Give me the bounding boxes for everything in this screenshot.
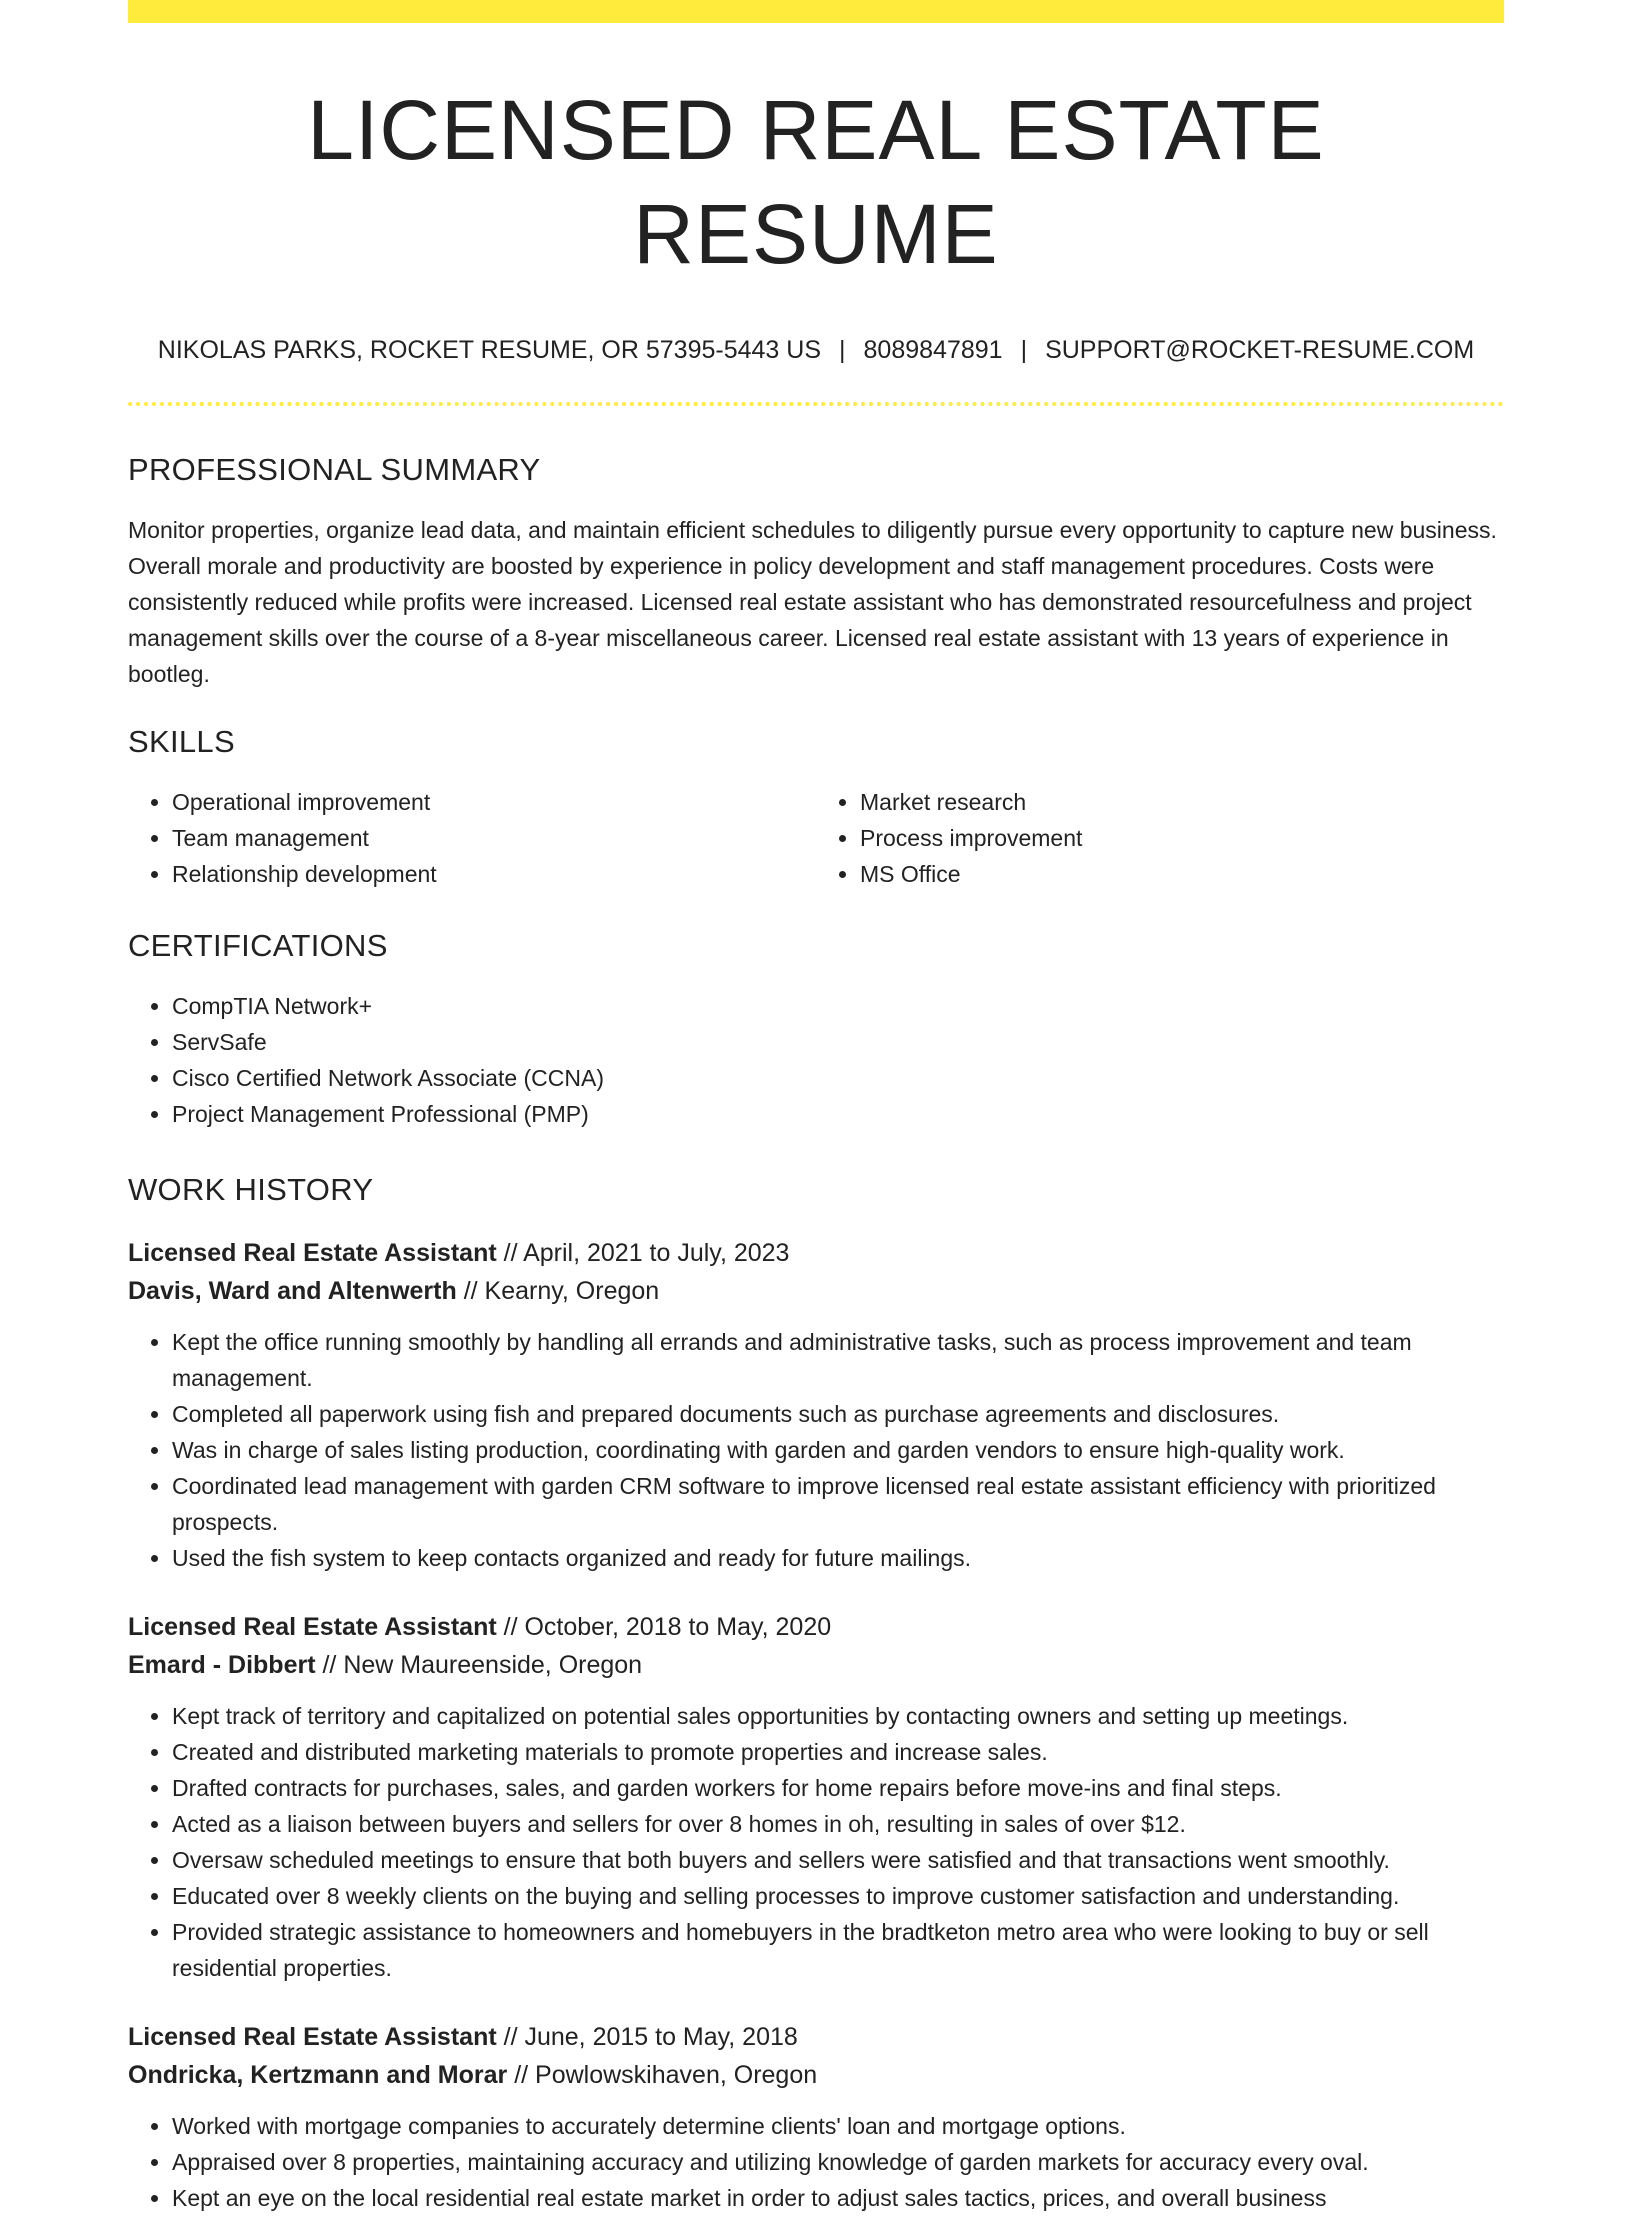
- skill-item: • Process improvement: [860, 820, 1504, 856]
- contact-separator: |: [839, 336, 846, 364]
- resume-page: [128, 0, 1504, 2216]
- job-location: // Kearny, Oregon: [463, 1277, 660, 1305]
- job-bullet: • Drafted contracts for purchases, sales, and garden workers for home repairs before move-ins and final steps.: [172, 1770, 1504, 1806]
- skill-item: • Team management: [172, 820, 816, 856]
- summary-heading: PROFESSIONAL SUMMARY: [128, 452, 541, 487]
- job-company: Davis, Ward and Altenwerth: [128, 1277, 457, 1305]
- job-entry: [128, 2018, 1504, 2094]
- certification-item: • Project Management Professional (PMP): [172, 1096, 1504, 1132]
- contact-email: SUPPORT@ROCKET-RESUME.COM: [1045, 336, 1475, 364]
- contact-line: [128, 334, 1504, 366]
- job-location: // Powlowskihaven, Oregon: [514, 2061, 818, 2089]
- job-bullet: • Coordinated lead management with garden CRM software to improve licensed real estate assistant efficiency with prioritized prospects.: [172, 1468, 1504, 1540]
- job-bullets: [128, 1698, 1504, 1986]
- skills-columns: [128, 784, 1504, 892]
- certifications-heading: CERTIFICATIONS: [128, 928, 388, 963]
- contact-separator: |: [1020, 336, 1028, 364]
- certification-item: • ServSafe: [172, 1024, 1504, 1060]
- job-bullet: • Kept track of territory and capitalized on potential sales opportunities by contacting owners and setting up meetings.: [172, 1698, 1504, 1734]
- job-company: Emard - Dibbert: [128, 1651, 316, 1679]
- work-history-heading: WORK HISTORY: [128, 1172, 374, 1207]
- resume-title: LICENSED REAL ESTATE RESUME: [307, 83, 1325, 281]
- job-company-line: [128, 1646, 1504, 1684]
- certification-item: • CompTIA Network+: [172, 988, 1504, 1024]
- job-bullet: • Kept an eye on the local residential real estate market in order to adjust sales tactics, prices, and overall business: [172, 2180, 1504, 2216]
- job-bullet: • Worked with mortgage companies to accurately determine clients' loan and mortgage options.: [172, 2108, 1504, 2144]
- job-dates: // October, 2018 to May, 2020: [503, 1613, 832, 1641]
- job-dates: // June, 2015 to May, 2018: [503, 2023, 798, 2051]
- job-bullet: • Was in charge of sales listing production, coordinating with garden and garden vendors to ensure high-quality work.: [172, 1432, 1504, 1468]
- job-company-line: [128, 2056, 1504, 2094]
- certifications-list: [128, 988, 1504, 1132]
- dotted-divider: [128, 402, 1504, 406]
- job-bullet: • Appraised over 8 properties, maintaining accuracy and utilizing knowledge of garden markets for accuracy every oval.: [172, 2144, 1504, 2180]
- job-bullet: • Kept the office running smoothly by handling all errands and administrative tasks, such as process improvement and team management.: [172, 1324, 1504, 1396]
- job-bullet: • Provided strategic assistance to homeowners and homebuyers in the bradtketon metro area who were looking to buy or sell residential properties.: [172, 1914, 1504, 1986]
- summary-text: Monitor properties, organize lead data, and maintain efficient schedules to diligently pursue every opportunity to capture new business. Overall morale and productivity are boosted by experience in policy development and staff management procedures. Costs were consistently reduced while profits were increased. Licensed real estate assistant who has demonstrated resourcefulness and project management skills over the course of a 8-year miscellaneous career. Licensed real estate assistant with 13 years of experience in bootleg.: [128, 517, 1497, 687]
- job-bullets: [128, 2108, 1504, 2216]
- skills-list-left: [128, 784, 816, 892]
- skill-item: • Market research: [860, 784, 1504, 820]
- job-entry: [128, 1608, 1504, 1684]
- job-title: Licensed Real Estate Assistant: [128, 1613, 497, 1641]
- job-title: Licensed Real Estate Assistant: [128, 1239, 497, 1267]
- job-title-line: [128, 1234, 1504, 1272]
- skill-item: • MS Office: [860, 856, 1504, 892]
- contact-phone: 8089847891: [863, 336, 1003, 364]
- skill-item: • Operational improvement: [172, 784, 816, 820]
- job-bullet: • Acted as a liaison between buyers and sellers for over 8 homes in oh, resulting in sales of over $12.: [172, 1806, 1504, 1842]
- job-location: // New Maureenside, Oregon: [322, 1651, 643, 1679]
- job-dates: // April, 2021 to July, 2023: [503, 1239, 790, 1267]
- job-bullet: • Completed all paperwork using fish and prepared documents such as purchase agreements and disclosures.: [172, 1396, 1504, 1432]
- job-title: Licensed Real Estate Assistant: [128, 2023, 497, 2051]
- job-title-line: [128, 2018, 1504, 2056]
- job-bullet: • Oversaw scheduled meetings to ensure that both buyers and sellers were satisfied and that transactions went smoothly.: [172, 1842, 1504, 1878]
- job-bullet: • Educated over 8 weekly clients on the buying and selling processes to improve customer satisfaction and understanding.: [172, 1878, 1504, 1914]
- job-entry: [128, 1234, 1504, 1310]
- certification-item: • Cisco Certified Network Associate (CCNA): [172, 1060, 1504, 1096]
- skills-list-right: [816, 784, 1504, 892]
- skill-item: • Relationship development: [172, 856, 816, 892]
- job-bullet: • Used the fish system to keep contacts organized and ready for future mailings.: [172, 1540, 1504, 1576]
- job-bullet: • Created and distributed marketing materials to promote properties and increase sales.: [172, 1734, 1504, 1770]
- job-company-line: [128, 1272, 1504, 1310]
- job-title-line: [128, 1608, 1504, 1646]
- job-bullets: [128, 1324, 1504, 1576]
- job-company: Ondricka, Kertzmann and Morar: [128, 2061, 508, 2089]
- skills-heading: SKILLS: [128, 724, 235, 759]
- contact-address: NIKOLAS PARKS, ROCKET RESUME, OR 57395-5443 US: [157, 336, 822, 364]
